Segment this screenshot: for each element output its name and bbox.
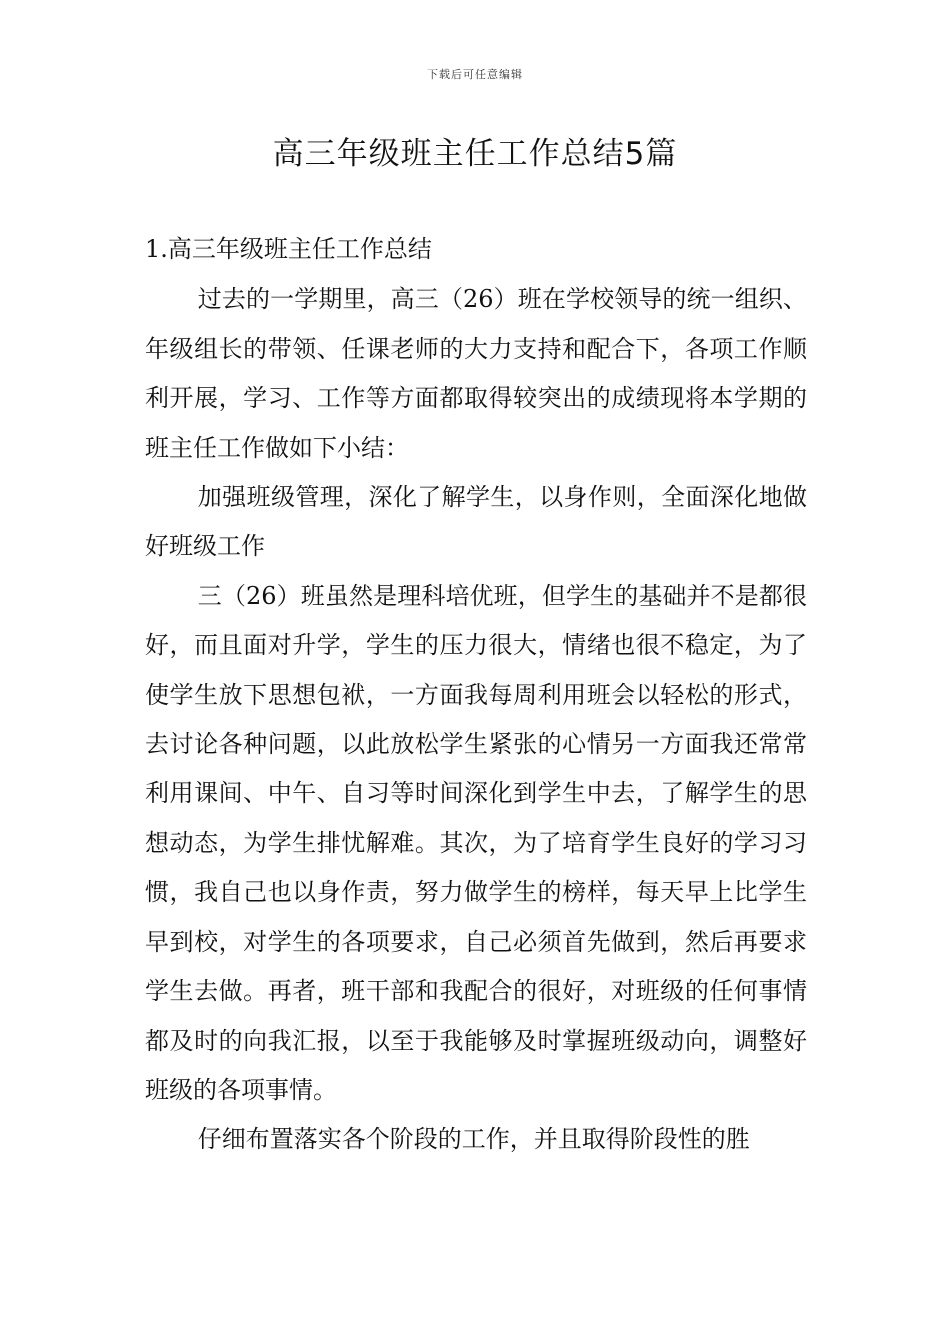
paragraph-2: 加强班级管理，深化了解学生，以身作则，全面深化地做好班级工作 [145,483,807,561]
section-heading: 1.高三年级班主任工作总结 [145,235,432,263]
paragraph-4: 仔细布置落实各个阶段的工作，并且取得阶段性的胜 [197,1125,750,1154]
header-note: 下载后可任意编辑 [427,68,523,81]
document-title: 高三年级班主任工作总结5篇 [272,136,678,172]
paragraph-1: 过去的一学期里，高三（26）班在学校领导的统一组织、年级组长的带领、任课老师的大力支持和配合下，各项工作顺利开展，学习、工作等方面都取得较突出的成绩现将本学期的班主任工作做如下小结： [145,285,807,462]
paragraph-3: 三（26）班虽然是理科培优班，但学生的基础并不是都很好，而且面对升学，学生的压力很大，情绪也很不稳定，为了使学生放下思想包袱，一方面我每周利用班会以轻松的形式，去讨论各种问题，以此放松学生紧张的心情另一方面我还常常利用课间、中午、自习等时间深化到学生中去，了解学生的思想动态，为学生排忧解难。其次，为了培育学生良好的学习习惯，我自己也以身作责，努力做学生的榜样，每天早上比学生早到校，对学生的各项要求，自己必须首先做到，然后再要求学生去做。再者，班干部和我配合的很好，对班级的任何事情都及时的向我汇报，以至于我能够及时掌握班级动向，调整好班级的各项事情。 [145,581,807,1104]
document-body [145,225,807,1165]
